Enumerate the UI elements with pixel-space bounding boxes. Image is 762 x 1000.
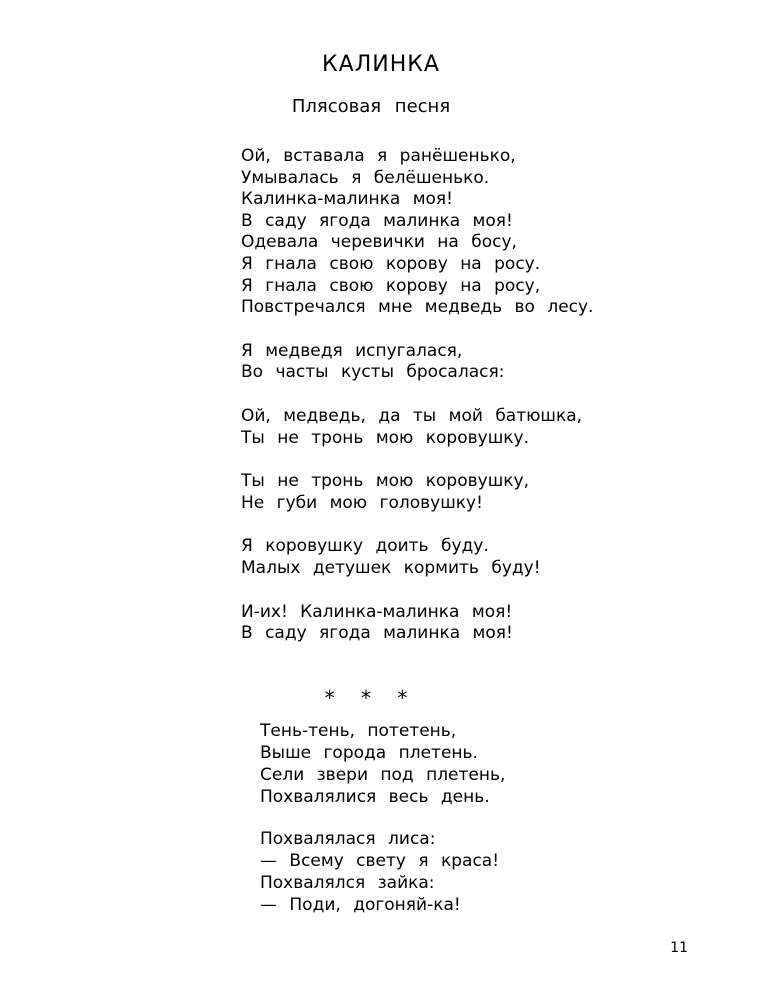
poem-title: КАЛИНКА	[322, 52, 440, 77]
verse-line: Не губи мою головушку!	[241, 492, 483, 513]
verse-line: И-их! Калинка-малинка моя!	[241, 601, 513, 622]
stanza	[241, 602, 741, 645]
verse-line: Одевала черевички на босу,	[241, 232, 517, 253]
poem-kalinka	[241, 146, 741, 667]
verse-line: Ой, медведь, да ты мой батюшка,	[241, 405, 583, 426]
verse-line: Похвалялся зайка:	[260, 873, 435, 893]
verse-line: Похвалялися весь день.	[260, 787, 490, 807]
poem-ten-ten	[260, 720, 740, 936]
verse-line: Я медведя испугалася,	[241, 340, 463, 361]
verse-line: В саду ягода малинка моя!	[241, 210, 513, 231]
verse-line: Я гнала свою корову на росу.	[241, 253, 541, 274]
verse-line: Ты не тронь мою коровушку,	[241, 471, 529, 492]
verse-line: Умывалась я белёшенько.	[241, 167, 490, 188]
stanza	[260, 720, 740, 808]
stanza	[260, 828, 740, 916]
verse-line: Я коровушку доить буду.	[241, 536, 489, 557]
stanza	[241, 536, 741, 579]
stanza	[241, 406, 741, 449]
stanza	[241, 146, 741, 319]
verse-line: Похвалялася лиса:	[260, 829, 436, 849]
verse-line: Сели звери под плетень,	[260, 765, 506, 785]
verse-line: Я гнала свою корову на росу,	[241, 275, 541, 296]
verse-line: Малых детушек кормить буду!	[241, 557, 541, 578]
verse-line: Калинка-малинка моя!	[241, 189, 453, 210]
verse-line: Ты не тронь мою коровушку.	[241, 427, 529, 448]
verse-line: Выше города плетень.	[260, 743, 478, 763]
verse-line: Повстречался мне медведь во лесу.	[241, 297, 594, 318]
poem-subtitle: Плясовая песня	[291, 96, 451, 117]
page-number: 11	[670, 940, 688, 956]
verse-line: В саду ягода малинка моя!	[241, 623, 513, 644]
verse-line: — Поди, догоняй-ка!	[260, 895, 461, 915]
verse-line: Тень-тень, потетень,	[260, 721, 457, 741]
stanza	[241, 471, 741, 514]
section-separator: * * *	[324, 686, 418, 710]
verse-line: — Всему свету я краса!	[260, 851, 500, 871]
verse-line: Во часты кусты бросалася:	[241, 362, 505, 383]
verse-line: Ой, вставала я ранёшенько,	[241, 146, 516, 166]
stanza	[241, 341, 741, 384]
